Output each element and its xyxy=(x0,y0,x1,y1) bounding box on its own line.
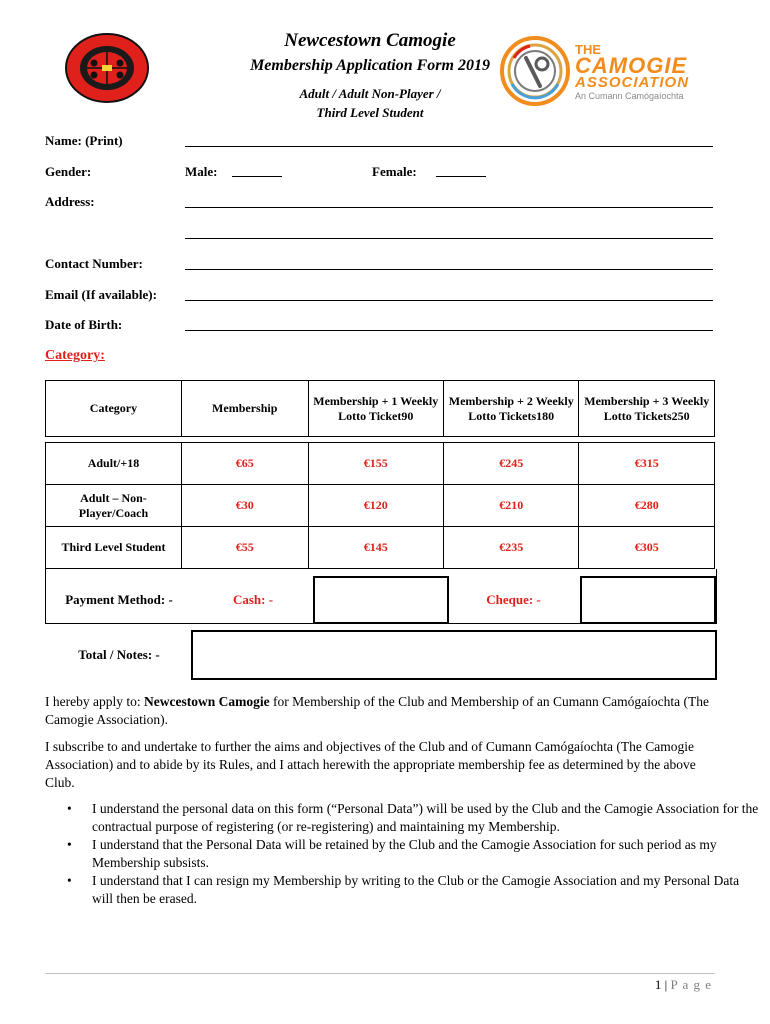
price-cell[interactable]: €145 xyxy=(308,527,443,569)
cash-label: Cash: - xyxy=(232,592,274,607)
assoc-logo-camogie: CAMOGIE xyxy=(575,53,688,78)
price-cell[interactable]: €245 xyxy=(443,443,578,485)
date-of-birth-label: Date of Birth: xyxy=(45,317,123,332)
undertaking-paragraph: I subscribe to and undertake to further the aims and objectives of the Club and of Cumann Camógaíochta (The Camogie Association) and to abide by its Rules, and I attach herewith the appropriate membership fee as determined by the above Club. xyxy=(45,739,696,790)
price-cell[interactable]: €120 xyxy=(308,485,443,527)
total-notes-label: Total / Notes: - xyxy=(78,647,160,662)
list-item: • I understand that the Personal Data will be retained by the Club and the Camogie Association for such period as my Membership subsists. xyxy=(67,837,717,870)
assoc-logo-the: THE xyxy=(575,42,601,57)
cheque-checkbox[interactable] xyxy=(580,576,716,624)
row-category: Adult/+18 xyxy=(46,443,182,485)
price-cell[interactable]: €315 xyxy=(579,443,715,485)
name-label: Name: (Print) xyxy=(45,133,123,148)
table-header-lotto-1: Membership + 1 Weekly Lotto Ticket90 xyxy=(308,381,443,437)
row-category: Third Level Student xyxy=(46,527,182,569)
table-row xyxy=(46,443,715,485)
price-cell[interactable]: €30 xyxy=(181,485,308,527)
club-name-title: Newcestown Camogie xyxy=(284,30,456,51)
date-of-birth-input-line[interactable] xyxy=(185,329,713,331)
p1-club-name: Newcestown Camogie xyxy=(143,694,270,709)
page-number: 1 xyxy=(654,977,662,992)
subtitle-line-2: Third Level Student xyxy=(316,105,424,120)
category-price-table xyxy=(45,380,715,569)
address-label: Address: xyxy=(45,194,95,209)
price-cell[interactable]: €65 xyxy=(181,443,308,485)
price-cell[interactable]: €305 xyxy=(579,527,715,569)
contact-number-label: Contact Number: xyxy=(45,256,143,271)
table-header-membership: Membership xyxy=(181,381,308,437)
male-input-line[interactable] xyxy=(232,176,282,177)
data-protection-list xyxy=(45,800,762,908)
club-crest-logo xyxy=(64,32,150,104)
assoc-logo-association: ASSOCIATION xyxy=(575,74,690,91)
p1-suffix: for Membership of the Club and Membership of an Cumann Camógaíochta (The Camogie Association). xyxy=(45,694,709,727)
gender-label: Gender: xyxy=(45,164,92,179)
association-emblem-icon xyxy=(500,36,570,106)
table-header-lotto-2: Membership + 2 Weekly Lotto Tickets180 xyxy=(443,381,578,437)
name-input-line[interactable] xyxy=(185,145,713,147)
price-cell[interactable]: €55 xyxy=(181,527,308,569)
form-title: Membership Application Form 2019 xyxy=(250,57,490,74)
list-item: • I understand the personal data on this form (“Personal Data”) will be used by the Club and the Camogie Association for the contractual purpose of registering (or re-registering) and maintaining my Membership. xyxy=(67,801,759,834)
p1-prefix: I hereby apply to: xyxy=(45,694,144,709)
payment-method-label: Payment Method: - xyxy=(65,592,173,607)
female-input-line[interactable] xyxy=(436,176,486,177)
price-cell[interactable]: €235 xyxy=(443,527,578,569)
address-input-line-1[interactable] xyxy=(185,206,713,208)
subtitle-line-1: Adult / Adult Non-Player / xyxy=(299,86,441,101)
cheque-label: Cheque: - xyxy=(486,592,541,607)
female-label: Female: xyxy=(372,164,417,179)
page-footer: 1 | P a g e xyxy=(654,977,712,992)
table-header-row xyxy=(46,381,715,437)
email-input-line[interactable] xyxy=(185,299,713,301)
row-category: Adult – Non-Player/Coach xyxy=(46,485,182,527)
application-paragraph xyxy=(45,693,720,729)
list-item: • I understand that I can resign my Membership by writing to the Club or the Camogie Association and my Personal Data will then be erased. xyxy=(67,873,740,906)
table-row xyxy=(46,527,715,569)
table-header-category: Category xyxy=(46,381,182,437)
contact-number-input-line[interactable] xyxy=(185,268,713,270)
table-header-lotto-3: Membership + 3 Weekly Lotto Tickets250 xyxy=(579,381,715,437)
cash-checkbox[interactable] xyxy=(313,576,449,624)
price-cell[interactable]: €210 xyxy=(443,485,578,527)
bullet-icon: • xyxy=(67,837,72,852)
bullet-icon: • xyxy=(67,801,72,816)
assoc-logo-irish: An Cumann Camógaíochta xyxy=(575,91,684,101)
address-input-line-2[interactable] xyxy=(185,237,713,239)
camogie-association-logo xyxy=(500,36,720,106)
price-cell[interactable]: €280 xyxy=(579,485,715,527)
category-heading: Category: xyxy=(45,348,105,363)
page-label: P a g e xyxy=(670,977,712,992)
price-cell[interactable]: €155 xyxy=(308,443,443,485)
bullet-icon: • xyxy=(67,873,72,888)
email-label: Email (If available): xyxy=(45,287,157,302)
total-notes-input[interactable] xyxy=(191,630,717,680)
table-row xyxy=(46,485,715,527)
footer-divider xyxy=(45,973,715,974)
male-label: Male: xyxy=(185,164,218,179)
